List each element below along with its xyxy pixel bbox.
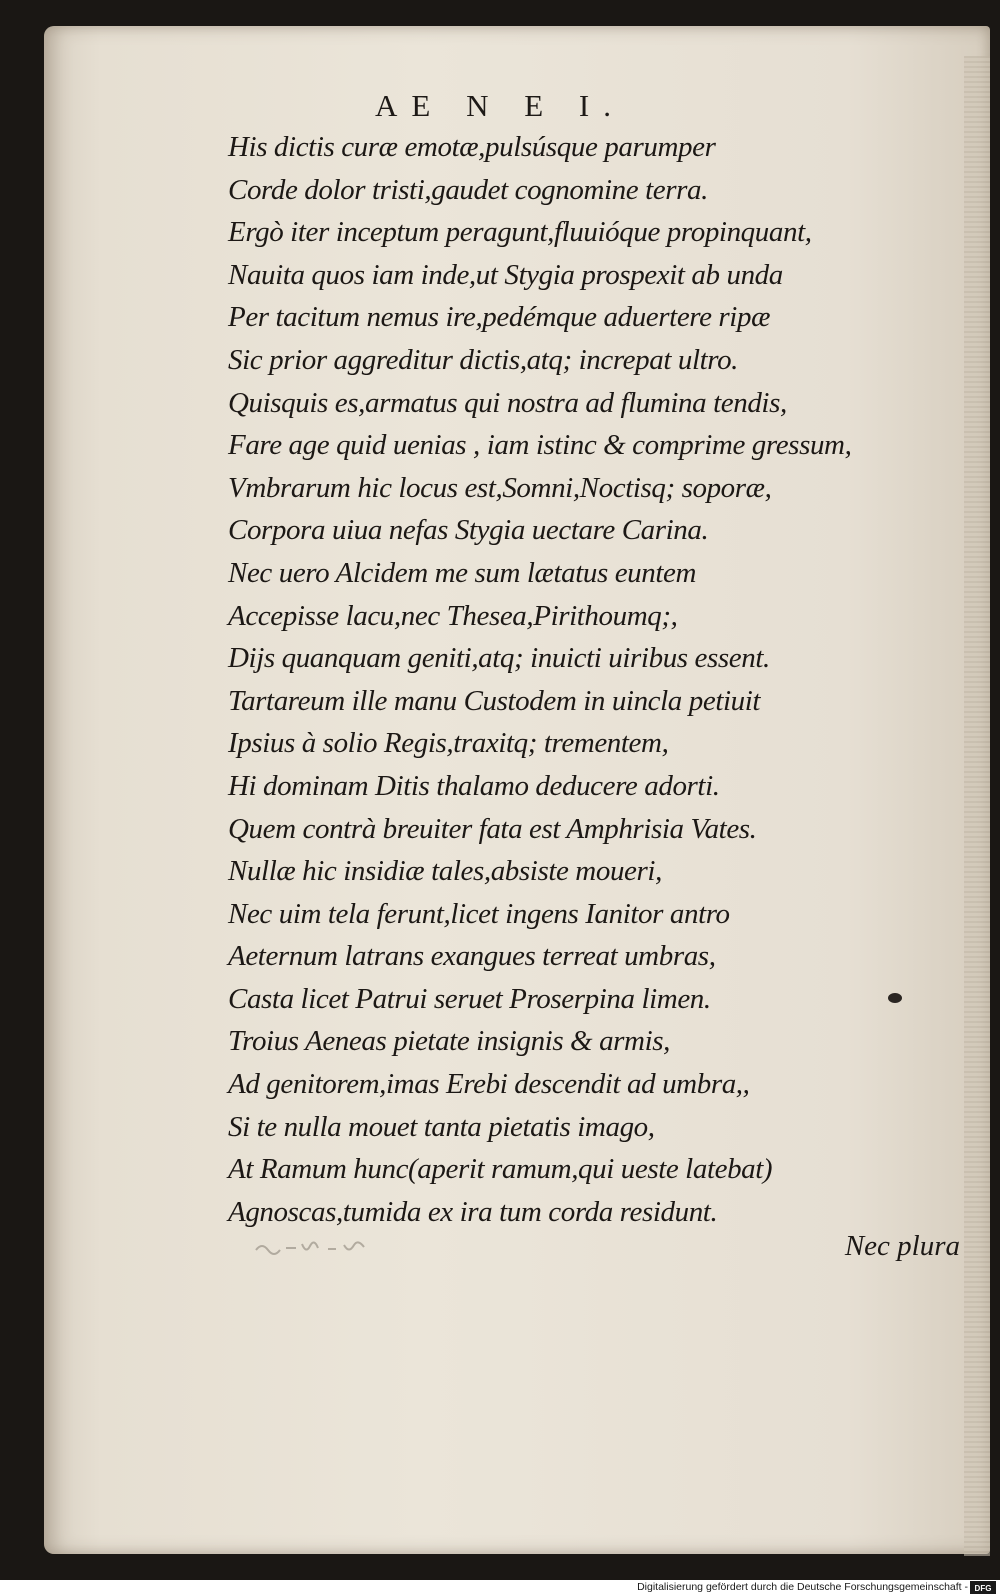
verse-line: Ad genitorem,imas Erebi descendit ad umbra,, (228, 1068, 750, 1101)
verse-line: At Ramum hunc(aperit ramum,qui ueste latebat) (228, 1153, 773, 1186)
ink-blot (888, 993, 902, 1003)
dfg-logo-text: DFG (974, 1584, 992, 1593)
verse-line: Nec uero Alcidem me sum lætatus euntem (228, 556, 697, 589)
faded-signature-mark (252, 1236, 372, 1258)
footer-bar (0, 1580, 1000, 1595)
verse-line: Si te nulla mouet tanta pietatis imago, (228, 1110, 655, 1143)
verse-line: Per tacitum nemus ire,pedémque aduertere ripæ (228, 301, 771, 334)
verse-line: Troius Aeneas pietate insignis & armis, (228, 1025, 670, 1058)
verse-line: Ergò iter inceptum peragunt,fluuióque propinquant, (228, 216, 812, 249)
verse-line: His dictis curæ emotæ,pulsúsque parumper (228, 131, 716, 163)
verse-line: Nauita quos iam inde,ut Stygia prospexit ab unda (228, 258, 783, 291)
verse-line: Corde dolor tristi,gaudet cognomine terra. (228, 173, 708, 206)
verse-line: Ipsius à solio Regis,traxitq; trementem, (228, 727, 669, 760)
dfg-logo-icon (970, 1581, 996, 1594)
verse-line: Quem contrà breuiter fata est Amphrisia Vates. (228, 812, 757, 845)
verse-line: Nec uim tela ferunt,licet ingens Ianitor antro (228, 897, 730, 930)
verse-line: Tartareum ille manu Custodem in uincla petiuit (228, 684, 761, 717)
page-fore-edge (964, 56, 990, 1556)
verse-line: Quisquis es,armatus qui nostra ad flumina tendis, (228, 386, 787, 419)
verse-line: Nullæ hic insidiæ tales,absiste moueri, (228, 855, 662, 888)
verse-line: Sic prior aggreditur dictis,atq; increpat ultro. (228, 343, 739, 376)
verse-line: Aeternum latrans exangues terreat umbras, (228, 940, 716, 973)
catchword: Nec plura (844, 1230, 960, 1262)
verse-line: Corpora uiua nefas Stygia uectare Carina. (228, 514, 709, 547)
verse-line: Hi dominam Ditis thalamo deducere adorti. (228, 769, 720, 802)
verse-line: Casta licet Patrui seruet Proserpina limen. (228, 982, 711, 1015)
verse-line: Dijs quanquam geniti,atq; inuicti uiribus essent. (228, 642, 770, 675)
digitization-credit: Digitalisierung gefördert durch die Deutsche Forschungsgemeinschaft - (637, 1581, 968, 1593)
verse-line: Agnoscas,tumida ex ira tum corda residunt. (228, 1195, 718, 1228)
verse-line: Vmbrarum hic locus est,Somni,Noctisq; soporæ, (228, 471, 772, 504)
verse-line: Fare age quid uenias , iam istinc & comprime gressum, (228, 429, 852, 462)
running-head: AE N E I. (375, 88, 625, 123)
verse-line: Accepisse lacu,nec Thesea,Pirithoumq;, (228, 599, 678, 632)
verse-block (228, 126, 918, 1233)
